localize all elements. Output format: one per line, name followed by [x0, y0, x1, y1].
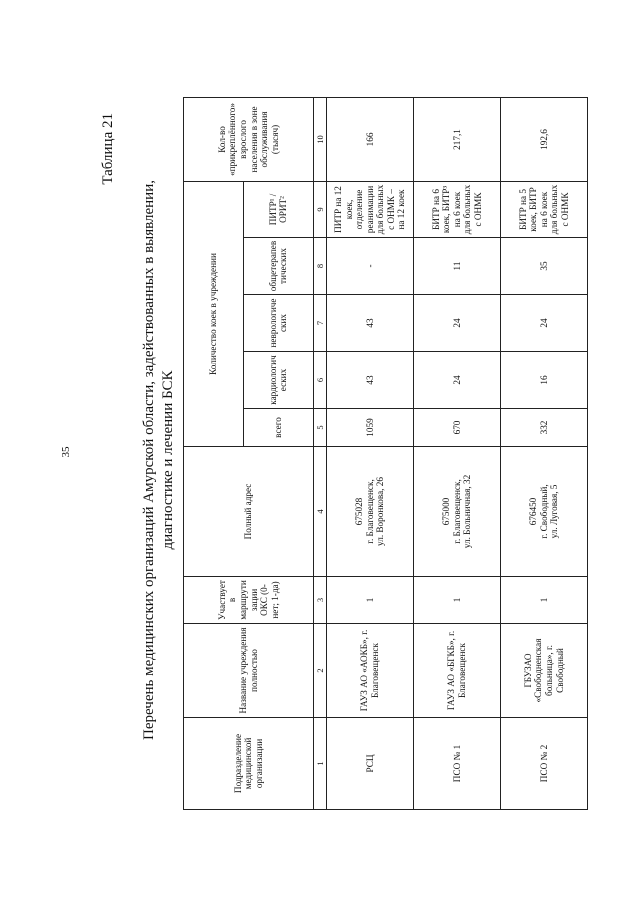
- header-beds-general: общетерапевтических: [243, 238, 313, 295]
- table-row: [501, 97, 588, 809]
- cell-beds-general: 35: [501, 238, 588, 295]
- cell-division: РСЦ: [327, 718, 414, 810]
- cell-beds-general: 11: [414, 238, 501, 295]
- cell-name: ГАУЗ АО «АОКБ», г. Благовещенск: [327, 624, 414, 718]
- cell-name: ГАУЗ АО «БГКБ», г. Благовещенск: [414, 624, 501, 718]
- cell-routing: 1: [501, 577, 588, 624]
- column-number: 3: [314, 577, 327, 624]
- table-label: Таблица 21: [100, 113, 116, 185]
- cell-address: [414, 447, 501, 577]
- cell-routing: 1: [327, 577, 414, 624]
- header-division: Подразделение медицинской организации: [184, 718, 314, 810]
- cell-population: 192,6: [501, 97, 588, 181]
- cell-beds-neuro: 24: [414, 295, 501, 352]
- header-address: Полный адрес: [184, 447, 314, 577]
- column-number: 9: [314, 181, 327, 237]
- address-city: г. Благовещенск,: [451, 479, 462, 544]
- title-line-1: Перечень медицинских организаций Амурской области, задействованных в выявлении,: [141, 180, 157, 740]
- header-population: Кол-во «прикреплённого» взрослого населения в зоне обслуживания (тысяч): [184, 97, 314, 181]
- header-beds-total: всего: [243, 409, 313, 447]
- cell-beds-pitr: ПИТР на 12 коек, отделение реанимации для больных с ОНМК – на 12 коек: [327, 181, 414, 237]
- column-number-row: [314, 97, 327, 809]
- address-city: г. Благовещенск,: [364, 479, 375, 544]
- column-number: 1: [314, 718, 327, 810]
- cell-beds-cardio: 16: [501, 352, 588, 409]
- column-number: 4: [314, 447, 327, 577]
- cell-beds-cardio: 24: [414, 352, 501, 409]
- header-beds-cardio: кардиологических: [243, 352, 313, 409]
- cell-population: 166: [327, 97, 414, 181]
- address-zip: 676450: [528, 497, 539, 526]
- address-street: ул. Больничная, 32: [462, 474, 473, 549]
- cell-beds-total: 332: [501, 409, 588, 447]
- cell-population: 217,1: [414, 97, 501, 181]
- document-title: [140, 95, 178, 825]
- cell-beds-total: 670: [414, 409, 501, 447]
- cell-beds-neuro: 43: [327, 295, 414, 352]
- cell-beds-neuro: 24: [501, 295, 588, 352]
- cell-address: [327, 447, 414, 577]
- facilities-table: [183, 97, 588, 810]
- column-number: 8: [314, 238, 327, 295]
- page-number: 35: [60, 446, 72, 458]
- cell-routing: 1: [414, 577, 501, 624]
- header-beds-group: Количество коек в учреждении: [184, 181, 244, 446]
- header-beds-neuro: неврологических: [243, 295, 313, 352]
- title-line-2: диагностике и лечении БСК: [160, 370, 176, 550]
- header-beds-pitr: ПИТР¹ /ОРИТ²: [243, 181, 313, 237]
- cell-beds-pitr: БИТР на 6 коек, БИТР³ на 6 коек для больных с ОНМК: [414, 181, 501, 237]
- address-street: ул. Луговая, 5: [549, 484, 560, 539]
- cell-address: [501, 447, 588, 577]
- column-number: 6: [314, 352, 327, 409]
- cell-division: ПСО № 1: [414, 718, 501, 810]
- address-city: г. Свободный,: [538, 484, 549, 539]
- column-number: 2: [314, 624, 327, 718]
- header-name: Название учреждения полностью: [184, 624, 314, 718]
- table-row: [414, 97, 501, 809]
- address-zip: 675028: [354, 497, 365, 526]
- column-number: 5: [314, 409, 327, 447]
- cell-beds-cardio: 43: [327, 352, 414, 409]
- column-number: 10: [314, 97, 327, 181]
- address-zip: 675000: [441, 497, 452, 526]
- table-row: [327, 97, 414, 809]
- cell-name: ГБУЗАО «Свободненская больница», г. Свободный: [501, 624, 588, 718]
- column-number: 7: [314, 295, 327, 352]
- cell-beds-total: 1059: [327, 409, 414, 447]
- address-street: ул. Воронкова, 26: [375, 477, 386, 546]
- header-routing: Участвует в маршрутизации ОКС (0-нет; 1-да): [184, 577, 314, 624]
- cell-division: ПСО № 2: [501, 718, 588, 810]
- cell-beds-pitr: БИТР на 5 коек, БИТР на 6 коек для больных с ОНМК: [501, 181, 588, 237]
- cell-beds-general: -: [327, 238, 414, 295]
